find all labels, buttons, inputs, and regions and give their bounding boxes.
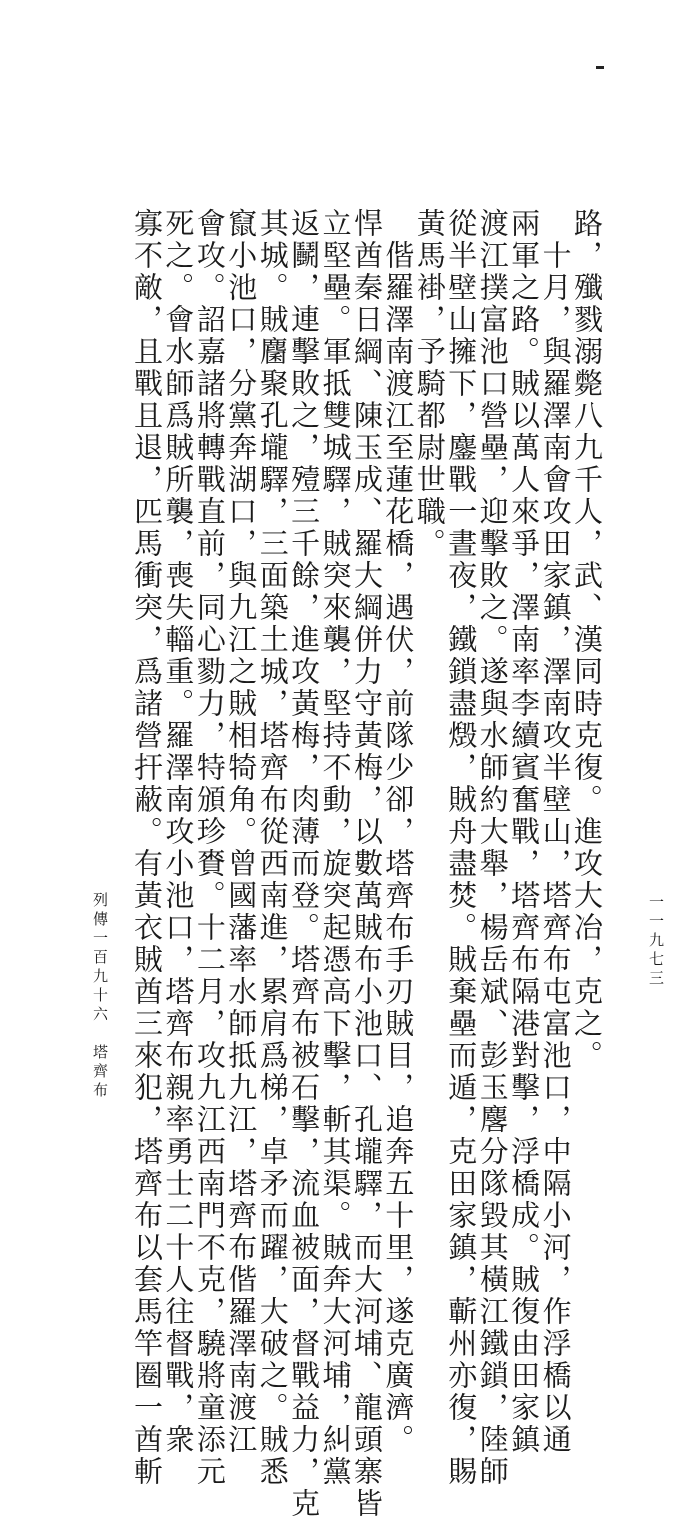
text-column-3: 兩軍之路。賊以萬人來爭，澤南率李續賓奮戰，塔齊布隔港對擊，浮橋成。賊復由田家鎮 <box>507 208 542 1456</box>
page-number: 一一九七三 <box>647 894 665 989</box>
text-column-1: 路，殲戮溺斃八九千人，武、漢同時克復。進攻大冶，克之。 <box>570 208 604 1072</box>
text-column-15: 寡不敵，且戰且退，匹馬衝突，爲諸營扞蔽。有黃衣賊酋三來犯，塔齊布以套馬竿圈一酋斬 <box>130 208 164 1488</box>
text-column-12: 竄小池口，分黨奔湖口，與九江之賊相犄角。曾國藩率水師抵九江，塔齊布偕羅澤南渡江 <box>224 208 259 1456</box>
text-column-13: 會攻。詔嘉諸將轉戰直前，同心勠力，特頒珍賚。十二月，攻九江西南門不克，驍將童添元 <box>192 208 227 1488</box>
text-column-11: 其城。賊麕聚孔壠驛，三面築土城，塔齊布從西南進，累肩爲梯，卓矛而躍，大破之。賊悉 <box>255 208 290 1488</box>
text-column-2: 十月，與羅澤南會攻田家鎮，澤南攻半壁山，塔齊布屯富池口，中隔小河，作浮橋以通 <box>538 240 573 1456</box>
text-column-5: 從半壁山擁下，鏖戰一晝夜，鐵鎖盡燬，賊舟盡焚。賊棄壘而遁，克田家鎮，蘄州亦復，賜 <box>444 208 479 1488</box>
text-column-6: 黃馬褂，予騎都尉世職。 <box>412 208 447 560</box>
text-column-8: 悍酋秦日綱、陳玉成、羅大綱併力守黃梅，以數萬賊布小池口、孔壠驛，而大河埔、龍頭寨皆 <box>350 208 384 1520</box>
text-column-4: 渡江撲富池口營壘，迎擊敗之。遂與水師約大舉，楊岳斌、彭玉麐分隊毀其橫江鐵鎖，陸師 <box>475 208 510 1488</box>
text-column-14: 死之。會水師爲賊所襲，喪失輜重。羅澤南攻小池口，塔齊布親率勇士二十人往督戰，衆 <box>161 208 196 1456</box>
page-mark <box>596 66 604 69</box>
running-footer-title: 列傳一百九十六 塔齊布 <box>91 892 109 1101</box>
text-column-9: 立堅壘。軍抵雙城驛，賊突來襲，堅持不動，旋突起憑高下擊，斬其渠。賊奔大河埔，糾黨 <box>318 208 353 1488</box>
text-column-10: 返鬭，連擊敗之，殪三千餘，進攻黃梅，肉薄而登。塔齊布被石擊，流血被面，督戰益力，克 <box>287 208 322 1520</box>
text-column-7: 偕羅澤南渡江至蓮花橋，遇伏，前隊少卻，塔齊布手刃賊目，追奔五十里，遂克廣濟。 <box>381 240 416 1456</box>
